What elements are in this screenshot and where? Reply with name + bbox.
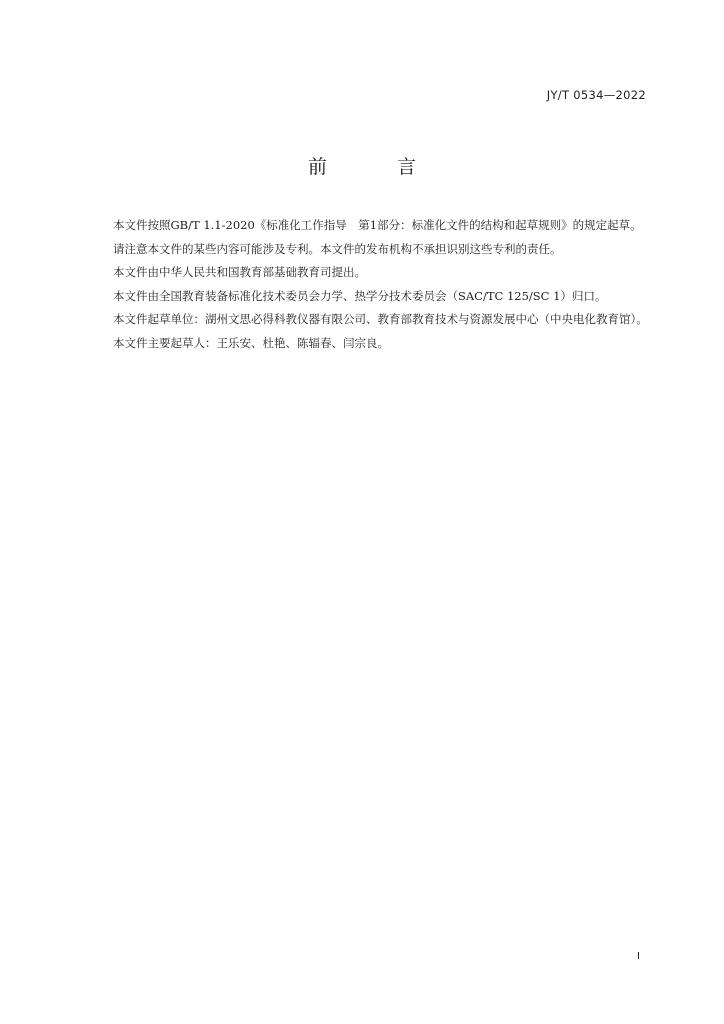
page-number: I xyxy=(637,951,640,962)
standard-code: JY/T 0534—2022 xyxy=(546,88,646,102)
paragraph-drafting-rules: 本文件按照GB/T 1.1-2020《标准化工作指导 第1部分：标准化文件的结构和起草规则》的规定起草。 xyxy=(113,218,642,232)
page-title: 前 言 xyxy=(307,156,449,178)
paragraph-patent-notice: 请注意本文件的某些内容可能涉及专利。本文件的发布机构不承担识别这些专利的责任。 xyxy=(113,241,562,256)
paragraph-proposer: 本文件由中华人民共和国教育部基础教育司提出。 xyxy=(113,265,366,279)
paragraph-committee: 本文件由全国教育装备标准化技术委员会力学、热学分技术委员会（SAC/TC 125/SC 1）归口。 xyxy=(113,288,607,303)
preface-body xyxy=(90,214,658,355)
paragraph-drafting-units: 本文件起草单位：湖州文思必得科教仪器有限公司、教育部教育技术与资源发展中心（中央电化教育馆）。 xyxy=(113,312,648,326)
paragraph-drafters: 本文件主要起草人：王乐安、杜艳、陈辐春、闫宗良。 xyxy=(113,335,389,350)
